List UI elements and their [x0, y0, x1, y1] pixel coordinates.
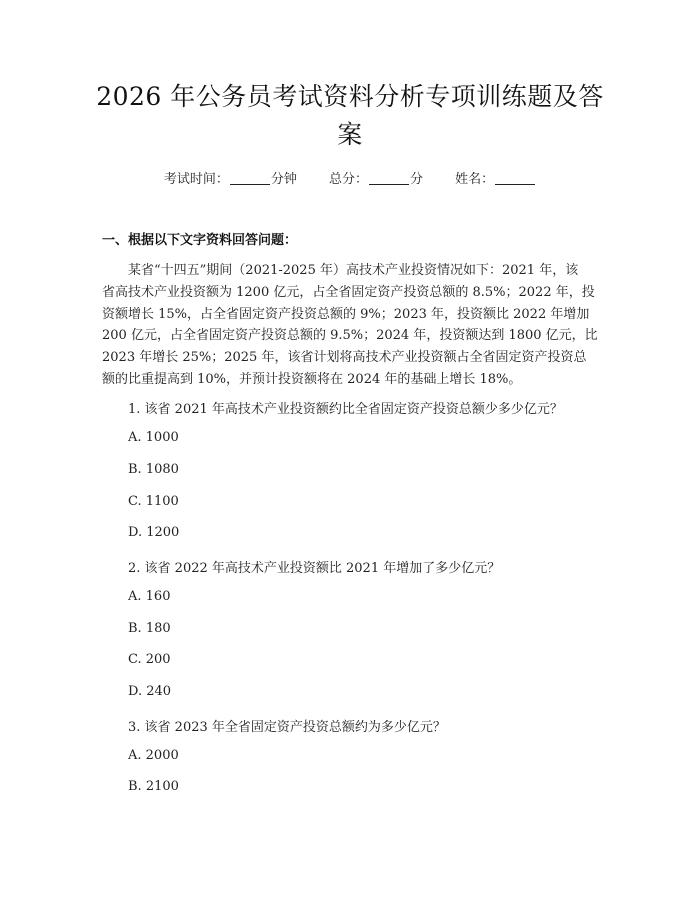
question-3-option-a: A. 2000 — [128, 748, 179, 763]
question-3: 3. 该省 2023 年全省固定资产投资总额约为多少亿元？ — [128, 720, 446, 735]
passage-line: 200 亿元，占全省固定资产投资总额的 9.5%；2024 年，投资额达到 1800 亿元，比 — [102, 328, 598, 344]
page-title — [0, 78, 700, 154]
reading-passage — [102, 260, 602, 391]
exam-time-group — [164, 168, 297, 187]
question-1-option-a: A. 1000 — [128, 430, 179, 445]
name-blank — [495, 172, 535, 185]
section-heading: 一、根据以下文字资料回答问题： — [102, 233, 298, 248]
passage-line: 某省“十四五”期间（2021-2025 年）高技术产业投资情况如下：2021 年，该 — [128, 263, 579, 278]
question-2-option-c: C. 200 — [128, 652, 171, 667]
question-2-option-b: B. 180 — [128, 621, 171, 636]
question-2-option-a: A. 160 — [128, 589, 171, 604]
title-line-2: 案 — [337, 120, 363, 149]
question-1-option-c: C. 1100 — [128, 494, 179, 509]
passage-line: 省高技术产业投资额为 1200 亿元，占全省固定资产投资总额的 8.5%；2022 年，投 — [102, 284, 595, 300]
exam-time-blank — [230, 172, 270, 185]
question-1: 1. 该省 2021 年高技术产业投资额约比全省固定资产投资总额少多少亿元？ — [128, 402, 563, 417]
name-label: 姓名： — [455, 172, 495, 187]
exam-time-label: 考试时间： — [163, 172, 229, 187]
passage-line: 额的比重提高到 10%，并预计投资额将在 2024 年的基础上增长 18%。 — [102, 371, 522, 387]
passage-line: 资额增长 15%，占全省固定资产投资总额的 9%；2023 年，投资额比 2022 年增加 — [102, 306, 590, 322]
title-line-1: 2026 年公务员考试资料分析专项训练题及答 — [96, 82, 604, 111]
question-3-option-b: B. 2100 — [128, 779, 179, 794]
total-score-unit: 分 — [410, 172, 424, 187]
total-score-group — [329, 168, 423, 187]
exam-time-unit: 分钟 — [270, 172, 297, 187]
passage-line: 2023 年增长 25%；2025 年，该省计划将高技术产业投资额占全省固定资产投资总 — [102, 350, 587, 366]
total-score-label: 总分： — [328, 172, 368, 187]
question-2: 2. 该省 2022 年高技术产业投资额比 2021 年增加了多少亿元？ — [128, 561, 501, 576]
question-2-option-d: D. 240 — [128, 684, 172, 699]
exam-info-row — [0, 168, 700, 187]
total-score-blank — [369, 172, 409, 185]
question-1-option-b: B. 1080 — [128, 462, 179, 477]
name-group — [455, 168, 536, 187]
question-1-option-d: D. 1200 — [128, 525, 180, 540]
